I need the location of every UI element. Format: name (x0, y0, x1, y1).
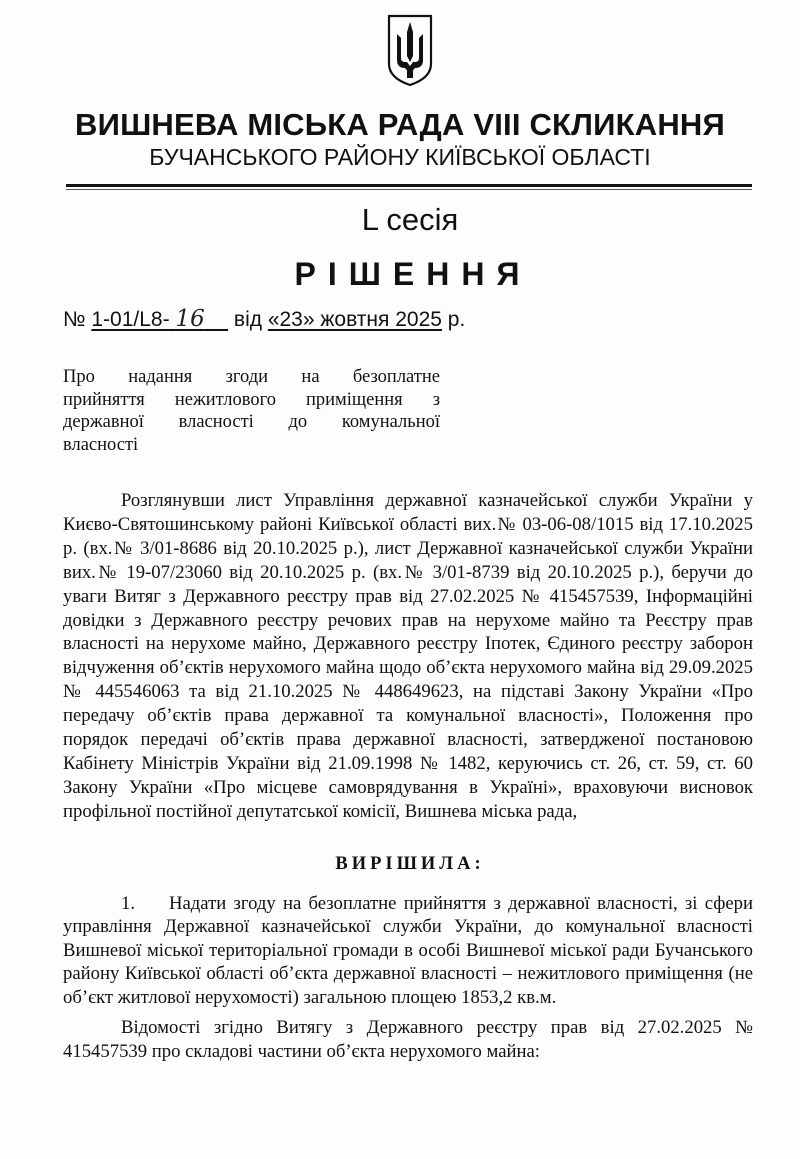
info-paragraph (63, 1016, 753, 1064)
preamble (63, 489, 753, 824)
resolved-heading: ВИРІШИЛА: (335, 853, 485, 874)
session-label: L сесія (361, 202, 459, 237)
item-number: 1. (121, 892, 136, 914)
resolution-item (63, 892, 753, 1010)
subject-line: прийняття нежитлового приміщення з (63, 389, 440, 410)
subject-line: Про надання згоди на безоплатне (63, 367, 440, 387)
info-text: Відомості згідно Витягу з Державного реєстру прав від 27.02.2025 № 415457539 про складові частини об’єкта нерухомого майна: (63, 1016, 753, 1062)
from-label: від (233, 308, 262, 331)
subject-line: власності (63, 434, 139, 455)
decision-number-printed: 1-01/L8- (91, 308, 170, 331)
item-text: Надати згоду на безоплатне прийняття з державної власності, зі сфери управління Державної казначейської служби України, до комунальної власності Вишневої міської територіальної громади в особі Вишневої міської ради Бучанського району Київської області об’єкта державної власності – нежитлового приміщення (не об’єкт житлової нерухомості) загальною площею 1853,2 кв.м. (63, 892, 753, 1009)
council-subtitle: БУЧАНСЬКОГО РАЙОНУ КИЇВСЬКОЇ ОБЛАСТІ (149, 144, 651, 170)
preamble-text: Розглянувши лист Управління державної казначейської служби України у Києво-Святошинському районі Київської області вих.№ 03-06-08/1015 від 17.10.2025 р. (вх.№ 3/01-8686 від 20.10.2025 р.), лист Державної казначейської служби України вих.№ 19-07/23060 від 20.10.2025 р. (вх.№ 3/01-8739 від 20.10.2025 р.), беручи до уваги Витяг з Державного реєстру прав від 27.02.2025 № 415457539, Інформаційні довідки з Державного реєстру речових прав на нерухоме майно та Реєстру прав власності на нерухоме майно, Державного реєстру Іпотек, Єдиного реєстру заборон відчуження об’єктів нерухомого майна щодо об’єкта нерухомого майна від 29.09.2025 № 445546063 та від 21.10.2025 № 448649623, на підставі Закону України «Про передачу об’єктів права державної та комунальної власності», Положення про порядок передачі об’єктів права державної власності, затвердженої постановою Кабінету Міністрів України від 21.09.1998 № 1482, керуючись ст. 26, ст. 59, ст. 60 Закону України «Про місцеве самоврядування в Україні», враховуючи висновок профільної постійної депутатської комісії, Вишнева міська рада, (63, 490, 753, 822)
decision-date: «23» жовтня 2025 (267, 308, 442, 331)
subject-line: державної власності до комунальної (63, 412, 440, 432)
decision-subject (63, 366, 440, 456)
number-prefix: № (63, 308, 86, 331)
council-title: ВИШНЕВА МІСЬКА РАДА VIII СКЛИКАННЯ (75, 107, 725, 142)
decision-number-handwritten: 16 (175, 306, 205, 332)
document-type: РІШЕННЯ (294, 256, 532, 292)
year-suffix: р. (447, 308, 466, 331)
